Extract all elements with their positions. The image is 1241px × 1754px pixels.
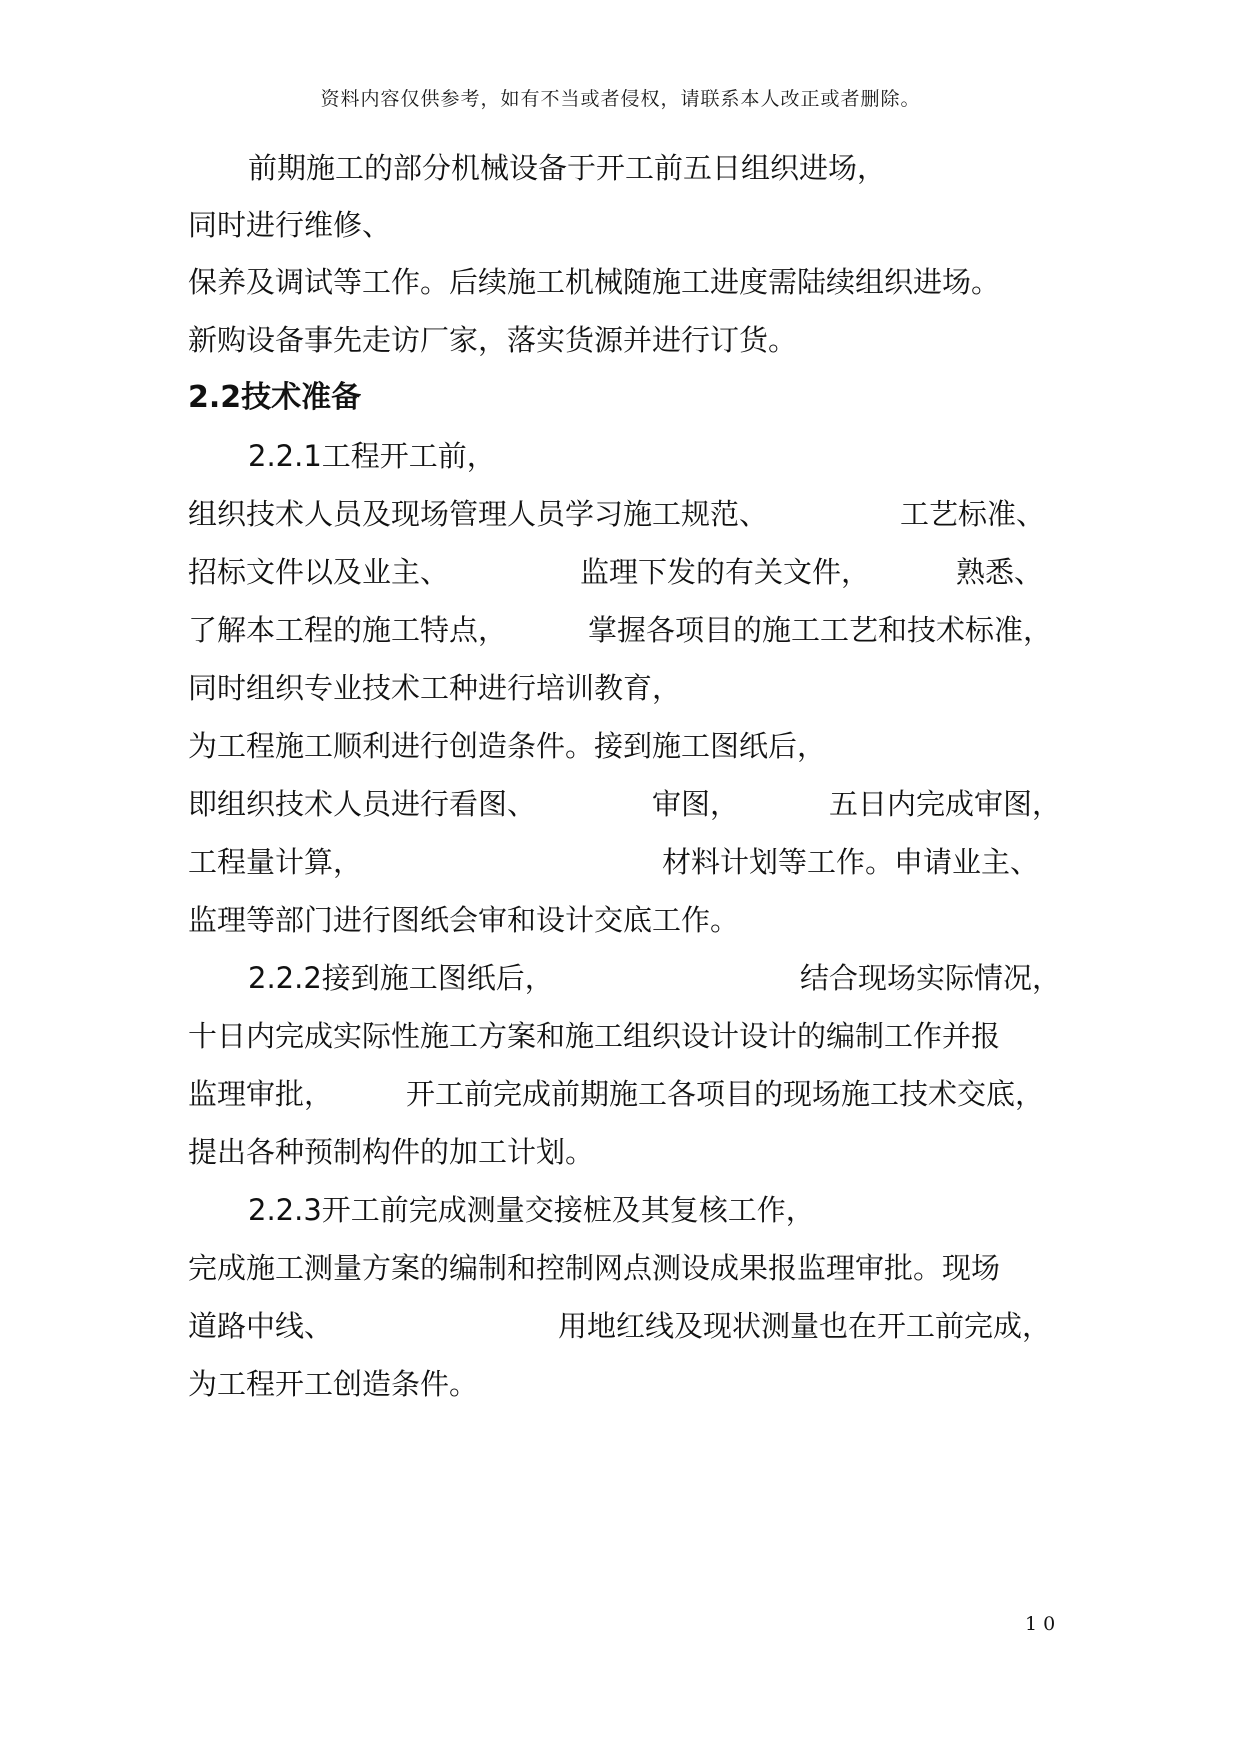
text-segment: 掌握各项目的施工工艺和技术标准， [588, 613, 1053, 647]
paragraph-line: 新购设备事先走访厂家，落实货源并进行订货。 [188, 323, 798, 357]
section-heading: 2.2技术准备 [188, 380, 362, 415]
text-segment: 熟悉、 [956, 555, 1044, 589]
paragraph-line: 为工程开工创造条件。 [188, 1367, 479, 1401]
paragraph-line: 2.2.1工程开工前， [248, 439, 496, 473]
paragraph-line: 完成施工测量方案的编制和控制网点测设成果报监理审批。现场 [188, 1251, 1001, 1285]
text-segment: 招标文件以及业主、 [188, 555, 450, 589]
text-segment: 监理审批， [188, 1077, 334, 1111]
text-segment: 五日内完成审图， [829, 787, 1062, 821]
paragraph-line: 同时进行维修、 [188, 208, 392, 242]
paragraph-line: 监理等部门进行图纸会审和设计交底工作。 [188, 903, 740, 937]
text-segment: 2.2.2接到施工图纸后， [248, 961, 554, 995]
paragraph-line: 2.2.3开工前完成测量交接桩及其复核工作， [248, 1193, 815, 1227]
paragraph-line: 为工程施工顺利进行创造条件。接到施工图纸后， [188, 729, 827, 763]
paragraph-line: 同时组织专业技术工种进行培训教育， [188, 671, 682, 705]
text-segment: 开工前完成前期施工各项目的现场施工技术交底， [406, 1077, 1045, 1111]
text-segment: 监理下发的有关文件， [580, 555, 871, 589]
text-segment: 材料计划等工作。申请业主、 [662, 845, 1040, 879]
text-segment: 审图， [652, 787, 740, 821]
paragraph-line: 十日内完成实际性施工方案和施工组织设计设计的编制工作并报 [188, 1019, 1001, 1053]
text-segment: 工程量计算， [188, 845, 363, 879]
text-segment: 结合现场实际情况， [800, 961, 1062, 995]
text-segment: 用地红线及现状测量也在开工前完成， [558, 1309, 1052, 1343]
paragraph-line: 保养及调试等工作。后续施工机械随施工进度需陆续组织进场。 [188, 265, 1001, 299]
page-number: 10 [1025, 1613, 1062, 1635]
header-disclaimer: 资料内容仅供参考，如有不当或者侵权，请联系本人改正或者删除。 [320, 88, 921, 110]
text-segment: 即组织技术人员进行看图、 [188, 787, 537, 821]
text-segment: 组织技术人员及现场管理人员学习施工规范、 [188, 497, 769, 531]
text-segment: 了解本工程的施工特点， [188, 613, 508, 647]
text-segment: 道路中线、 [188, 1309, 334, 1343]
paragraph-line: 前期施工的部分机械设备于开工前五日组织进场， [248, 151, 887, 185]
paragraph-line: 提出各种预制构件的加工计划。 [188, 1135, 595, 1169]
text-segment: 工艺标准、 [900, 497, 1046, 531]
